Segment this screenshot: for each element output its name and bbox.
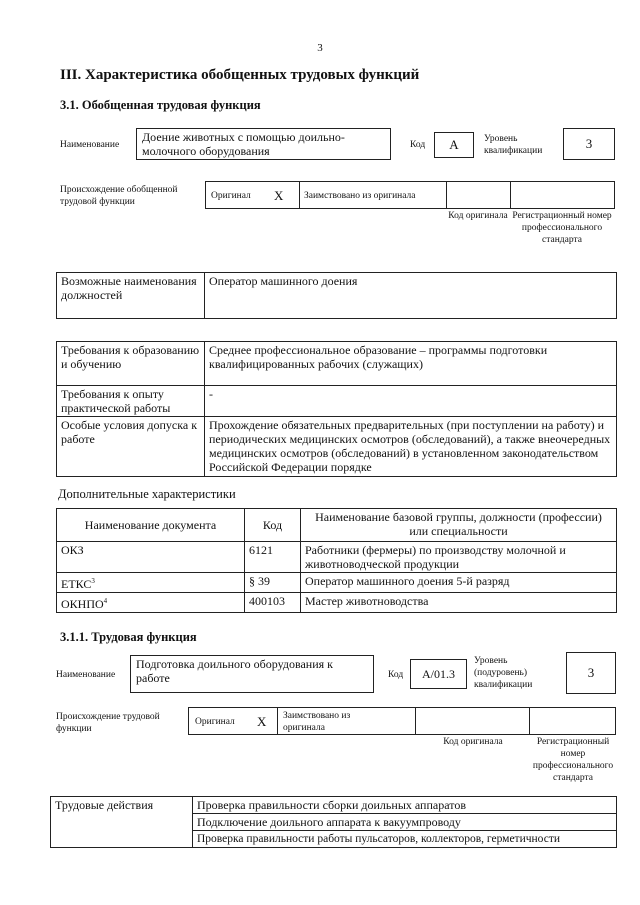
gtf-borrowed-label: Заимствовано из оригинала	[304, 191, 416, 201]
header-name: Наименование базовой группы, должности (профессии) или специальности	[301, 509, 617, 542]
tf-origin-label: Происхождение трудовой функции	[56, 712, 160, 734]
header-code: Код	[245, 509, 301, 542]
row-doc: ОКНПО	[61, 597, 104, 611]
tf-reg-number-caption: Регистрационный номер профессионального стандарта	[532, 737, 614, 783]
row-name: Оператор машинного доения 5-й разряд	[301, 573, 617, 593]
experience-value: -	[205, 386, 617, 417]
education-label: Требования к образованию и обучению	[57, 342, 205, 386]
gtf-code-original-caption: Код оригинала	[448, 211, 508, 221]
gtf-origin-label: Происхождение обобщенной трудовой функции	[60, 185, 178, 207]
page-number: 3	[317, 42, 323, 54]
row-doc: ОКЗ	[61, 543, 84, 557]
special-value: Прохождение обязательных предварительных (при поступлении на работу) и периодических медицинских осмотров (обследований), а также внеочередных медицинских осмотров (обследований) в установленном законодательством Российской Федерации порядке	[205, 417, 617, 477]
tf-borrowed-label: Заимствовано из оригинала	[283, 711, 351, 733]
actions-table	[50, 796, 617, 848]
tf-code-original-caption: Код оригинала	[443, 737, 503, 747]
tf-name-label: Наименование	[56, 670, 116, 680]
additional-table	[56, 508, 617, 613]
table-row	[57, 573, 617, 593]
tf-name-field: Подготовка доильного оборудования к работе	[130, 655, 374, 693]
gtf-title: 3.1. Обобщенная трудовая функция	[60, 98, 261, 112]
requirements-table	[56, 341, 617, 477]
header-doc: Наименование документа	[57, 509, 245, 542]
gtf-name-field: Доение животных с помощью доильно-молочного оборудования	[136, 128, 391, 160]
footnote-mark: 3	[91, 577, 95, 585]
action-item: Проверка правильности работы пульсаторов, коллекторов, герметичности	[193, 831, 617, 848]
divider	[299, 182, 300, 208]
special-label: Особые условия допуска к работе	[57, 417, 205, 477]
row-name: Работники (фермеры) по производству молочной и животноводческой продукции	[301, 542, 617, 573]
positions-value: Оператор машинного доения	[205, 273, 617, 319]
divider	[446, 182, 447, 208]
gtf-code-label: Код	[410, 140, 426, 150]
tf-title: 3.1.1. Трудовая функция	[60, 630, 197, 644]
gtf-code-field: A	[434, 132, 474, 158]
gtf-level-field: 3	[563, 128, 615, 160]
divider	[529, 708, 530, 734]
footnote-mark: 4	[103, 597, 108, 605]
gtf-name-label: Наименование	[60, 140, 120, 150]
positions-label: Возможные наименования должностей	[57, 273, 205, 319]
actions-label: Трудовые действия	[51, 797, 193, 848]
row-code: 400103	[245, 593, 301, 613]
tf-code-label: Код	[388, 670, 404, 680]
tf-code-field: A/01.3	[410, 659, 467, 689]
row-code: 6121	[245, 542, 301, 573]
tf-level-field: 3	[566, 652, 616, 694]
gtf-original-label: Оригинал	[211, 191, 251, 201]
table-row	[57, 593, 617, 613]
row-name: Мастер животноводства	[301, 593, 617, 613]
gtf-origin-box	[205, 181, 615, 209]
gtf-original-mark: X	[274, 188, 284, 203]
divider	[277, 708, 278, 734]
additional-title: Дополнительные характеристики	[58, 487, 236, 501]
action-item: Подключение доильного аппарата к вакуумпроводу	[193, 814, 617, 831]
tf-original-mark: X	[257, 714, 267, 729]
divider	[415, 708, 416, 734]
row-code: § 39	[245, 573, 301, 593]
gtf-reg-number-caption: Регистрационный номер профессионального стандарта	[512, 211, 612, 245]
education-value: Среднее профессиональное образование – программы подготовки квалифицированных рабочих (служащих)	[205, 342, 617, 386]
experience-label: Требования к опыту практической работы	[57, 386, 205, 417]
tf-origin-box	[188, 707, 616, 735]
tf-original-label: Оригинал	[195, 717, 235, 727]
divider	[510, 182, 511, 208]
positions-table	[56, 272, 617, 319]
table-row	[57, 542, 617, 573]
gtf-level-label: Уровень квалификации	[484, 134, 543, 156]
action-item: Проверка правильности сборки доильных аппаратов	[193, 797, 617, 814]
row-doc: ЕТКС	[61, 577, 92, 591]
section-title: III. Характеристика обобщенных трудовых функций	[60, 67, 420, 83]
tf-level-label: Уровень (подуровень) квалификации	[474, 656, 533, 690]
